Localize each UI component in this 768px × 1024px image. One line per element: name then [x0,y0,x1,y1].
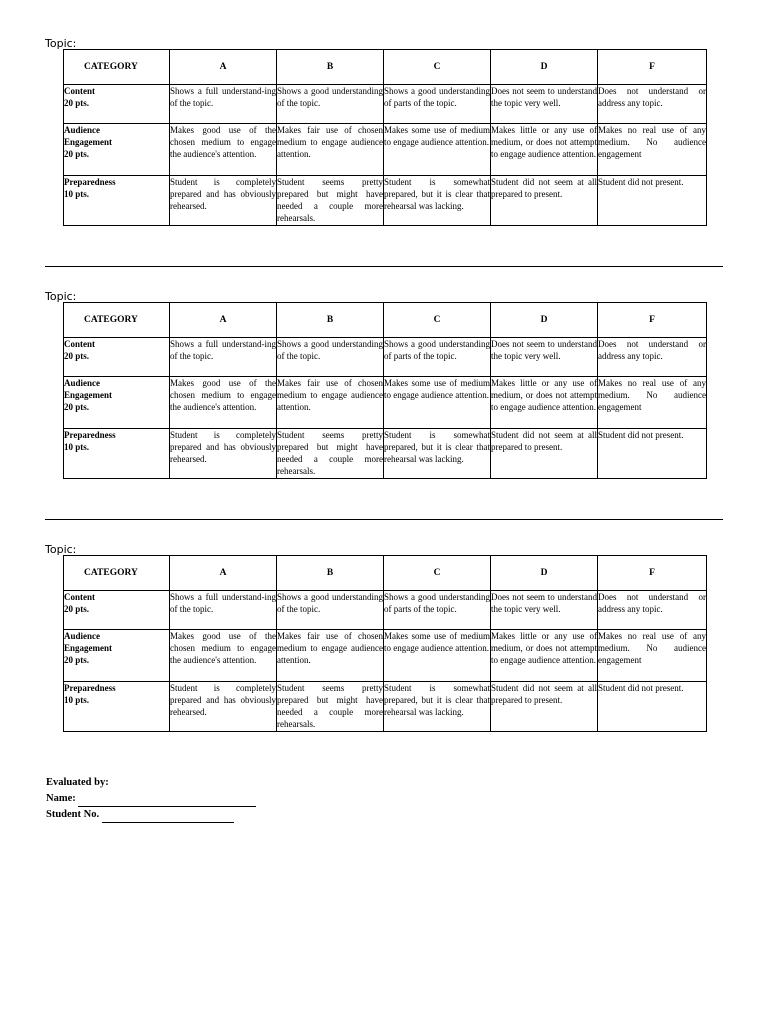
category-cell [64,85,170,124]
criteria-cell: Student seems pretty prepared but might have needed a couple more rehearsals. [277,682,384,732]
criteria-cell: Student seems pretty prepared but might have needed a couple more rehearsals. [277,176,384,226]
student-no-row [46,807,256,823]
category-points: 10 pts. [64,442,90,452]
category-name-line-2: Engagement [64,390,112,400]
header-category: CATEGORY [64,303,170,338]
criteria-cell: Does not seem to understand the topic very well. [491,338,598,377]
criteria-cell: Shows a good understanding of the topic. [277,591,384,630]
criteria-cell: Makes fair use of chosen medium to engage audience attention. [277,630,384,682]
name-field[interactable] [78,795,256,807]
header-grade-b: B [277,303,384,338]
category-name: Audience [64,631,100,641]
criteria-cell: Student is somewhat prepared, but it is clear that rehearsal was lacking. [384,682,491,732]
criteria-cell: Does not seem to understand the topic very well. [491,591,598,630]
criteria-cell: Student did not seem at all prepared to present. [491,429,598,479]
header-grade-b: B [277,50,384,85]
criteria-cell: Student is somewhat prepared, but it is clear that rehearsal was lacking. [384,176,491,226]
criteria-cell: Makes no real use of any medium. No audience engagement [598,124,707,176]
category-points: 20 pts. [64,402,90,412]
criteria-cell: Does not understand or address any topic. [598,591,707,630]
category-cell [64,429,170,479]
table-row [64,429,707,479]
criteria-cell: Makes some use of medium to engage audience attention. [384,377,491,429]
criteria-cell: Student is completely prepared and has obviously rehearsed. [170,682,277,732]
table-row [64,176,707,226]
topic-label: Topic: [45,290,77,303]
header-grade-c: C [384,50,491,85]
header-grade-b: B [277,556,384,591]
criteria-cell: Makes little or any use of medium, or does not attempt to engage audience attention. [491,124,598,176]
criteria-cell: Makes good use of the chosen medium to engage the audience's attention. [170,124,277,176]
rubric-table [63,555,707,732]
criteria-cell: Shows a full understand-ing of the topic. [170,85,277,124]
category-name: Content [64,339,95,349]
category-cell [64,682,170,732]
criteria-cell: Student did not present. [598,176,707,226]
criteria-cell: Student did not present. [598,429,707,479]
table-row [64,591,707,630]
header-grade-f: F [598,50,707,85]
evaluated-by-label: Evaluated by: [46,777,109,788]
category-name-line-2: Engagement [64,643,112,653]
category-points: 10 pts. [64,189,90,199]
criteria-cell: Student is completely prepared and has obviously rehearsed. [170,176,277,226]
category-points: 20 pts. [64,604,90,614]
header-category: CATEGORY [64,50,170,85]
topic-label: Topic: [45,37,77,50]
category-name: Content [64,592,95,602]
category-cell [64,338,170,377]
header-grade-d: D [491,303,598,338]
header-grade-d: D [491,556,598,591]
criteria-cell: Student did not seem at all prepared to present. [491,682,598,732]
category-cell [64,124,170,176]
rubric-table [63,49,707,226]
criteria-cell: Student did not seem at all prepared to present. [491,176,598,226]
table-row [64,682,707,732]
criteria-cell: Makes some use of medium to engage audience attention. [384,630,491,682]
category-cell [64,377,170,429]
header-grade-a: A [170,50,277,85]
header-category: CATEGORY [64,556,170,591]
category-name: Audience [64,125,100,135]
criteria-cell: Student did not present. [598,682,707,732]
criteria-cell: Makes no real use of any medium. No audience engagement [598,630,707,682]
category-name: Preparedness [64,430,116,440]
criteria-cell: Shows a full understand-ing of the topic. [170,591,277,630]
header-grade-a: A [170,556,277,591]
criteria-cell: Shows a good understanding of parts of the topic. [384,338,491,377]
criteria-cell: Student is completely prepared and has obviously rehearsed. [170,429,277,479]
category-points: 20 pts. [64,655,90,665]
section-divider [45,519,723,520]
category-points: 20 pts. [64,351,90,361]
criteria-cell: Shows a good understanding of the topic. [277,85,384,124]
criteria-cell: Makes fair use of chosen medium to engage audience attention. [277,377,384,429]
section-divider [45,266,723,267]
student-no-label: Student No. [46,809,100,820]
criteria-cell: Makes no real use of any medium. No audience engagement [598,377,707,429]
table-row [64,124,707,176]
criteria-cell: Makes good use of the chosen medium to engage the audience's attention. [170,630,277,682]
category-name: Content [64,86,95,96]
category-name: Audience [64,378,100,388]
topic-label: Topic: [45,543,77,556]
category-cell [64,630,170,682]
criteria-cell: Does not understand or address any topic. [598,85,707,124]
header-grade-f: F [598,303,707,338]
header-grade-f: F [598,556,707,591]
criteria-cell: Makes some use of medium to engage audience attention. [384,124,491,176]
criteria-cell: Shows a full understand-ing of the topic. [170,338,277,377]
header-grade-d: D [491,50,598,85]
criteria-cell: Makes little or any use of medium, or does not attempt to engage audience attention. [491,377,598,429]
header-grade-c: C [384,303,491,338]
category-points: 20 pts. [64,149,90,159]
header-row [64,50,707,85]
category-name-line-2: Engagement [64,137,112,147]
table-row [64,630,707,682]
rubric-table [63,302,707,479]
header-row [64,556,707,591]
criteria-cell: Shows a good understanding of parts of the topic. [384,85,491,124]
evaluation-footer [46,775,256,823]
name-row [46,791,256,807]
category-points: 10 pts. [64,695,90,705]
header-row [64,303,707,338]
criteria-cell: Makes fair use of chosen medium to engage audience attention. [277,124,384,176]
criteria-cell: Does not understand or address any topic. [598,338,707,377]
table-row [64,338,707,377]
category-name: Preparedness [64,177,116,187]
criteria-cell: Shows a good understanding of parts of the topic. [384,591,491,630]
criteria-cell: Student seems pretty prepared but might have needed a couple more rehearsals. [277,429,384,479]
name-label: Name: [46,793,76,804]
header-grade-c: C [384,556,491,591]
header-grade-a: A [170,303,277,338]
category-points: 20 pts. [64,98,90,108]
student-no-field[interactable] [102,811,234,823]
criteria-cell: Makes good use of the chosen medium to engage the audience's attention. [170,377,277,429]
criteria-cell: Does not seem to understand the topic very well. [491,85,598,124]
table-row [64,85,707,124]
category-name: Preparedness [64,683,116,693]
criteria-cell: Shows a good understanding of the topic. [277,338,384,377]
criteria-cell: Student is somewhat prepared, but it is clear that rehearsal was lacking. [384,429,491,479]
category-cell [64,176,170,226]
category-cell [64,591,170,630]
table-row [64,377,707,429]
criteria-cell: Makes little or any use of medium, or does not attempt to engage audience attention. [491,630,598,682]
